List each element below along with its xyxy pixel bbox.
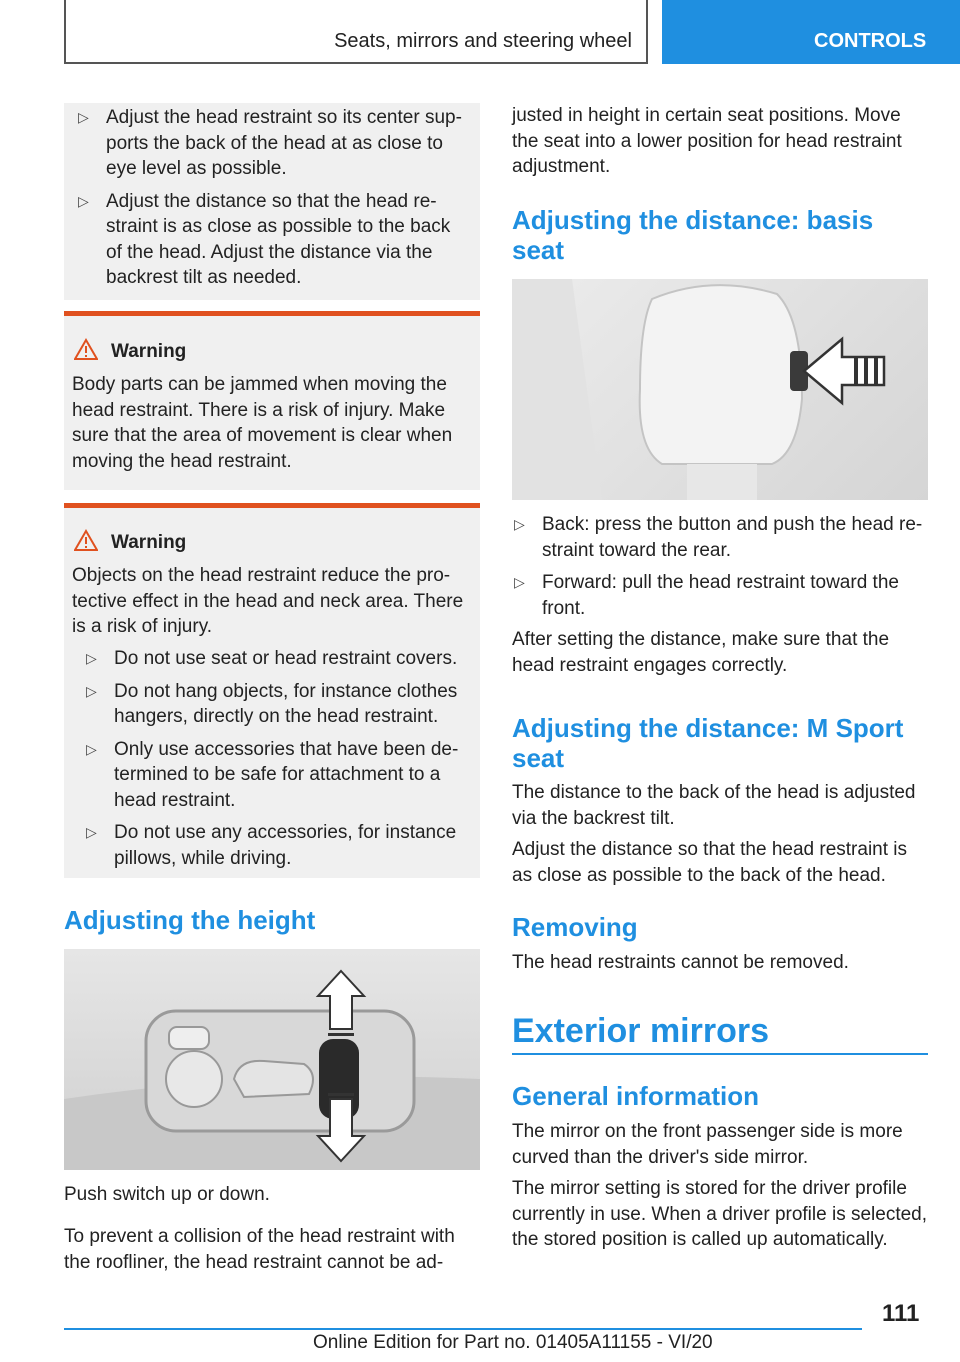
warning-text: Body parts can be jammed when moving the head restraint. There is a risk of injury. Make sure that the area of movement is clear when moving the head restraint. [72,374,453,472]
list-item: ▷ Do not use any accessories, for instance pillows, while driving. [86,822,457,869]
seat-switch-image [64,949,480,1170]
footer-rule [64,1328,862,1330]
triangle-bullet-icon: ▷ [78,109,89,125]
triangle-bullet-icon: ▷ [514,516,525,532]
paragraph: To prevent a collision of the head restraint with the roofliner, the head restraint cannot be ad- [64,1226,455,1273]
warning-title: Warning [111,341,187,362]
head-restraint-image [512,279,928,500]
header-chapter-title: CONTROLS [814,30,927,52]
page-number: 111 [882,1300,920,1327]
list-item: ▷ Do not use seat or head restraint covers. [72,646,476,672]
section-heading: Adjusting the distance: M Sport seat [512,713,904,773]
basis-list [500,512,928,621]
triangle-bullet-icon: ▷ [86,650,97,666]
triangle-bullet-icon: ▷ [86,682,97,699]
paragraph: The mirror on the front passenger side is more curved than the driver's side mirror. [512,1121,903,1168]
warning-list [72,646,476,871]
warning-text: Objects on the head restraint reduce the pro- tective effect in the head and neck area. There is a risk of injury. [72,565,464,637]
warning-bar [64,311,480,316]
section-heading: General information [512,1081,760,1111]
triangle-bullet-icon: ▷ [86,824,97,840]
header-chapter-tab [662,0,960,64]
paragraph: The distance to the back of the head is adjusted via the backrest tilt. [512,782,916,829]
warning-title: Warning [111,532,187,553]
triangle-bullet-icon: ▷ [78,192,89,209]
header-section-title: Seats, mirrors and steering wheel [334,30,632,52]
list-item: ▷ Forward: pull the head restraint toward the front. [514,572,899,619]
header-section-tab [64,0,648,64]
paragraph: After setting the distance, make sure that the head restraint engages correctly. [512,629,890,676]
warning-bar [64,503,480,508]
warning-triangle-icon [74,529,98,551]
list-item: ▷ Back: press the button and push the head re- straint toward the rear. [514,514,923,561]
list-item: ▷ Adjust the head restraint so its center sup- ports the back of the head at as close to eye level as possible. [78,107,462,179]
footer-edition: Online Edition for Part no. 01405A11155 - VI/20 [313,1332,713,1353]
paragraph: The mirror setting is stored for the driver profile currently in use. When a driver profile is selected, the stored position is called up automatically. [512,1178,928,1250]
list-item: ▷ Only use accessories that have been de- termined to be safe for attachment to a head restraint. [86,738,459,811]
paragraph: justed in height in certain seat positions. Move the seat into a lower position for head restraint adjustment. [512,105,902,177]
section-heading: Removing [512,912,638,942]
list-item: ▷ Do not hang objects, for instance clothes hangers, directly on the head restraint. [86,680,458,727]
list-item: ▷ Adjust the distance so that the head re- straint is as close as possible to the back of the head. Adjust the distance via the backrest tilt as needed. [78,190,451,288]
section-heading: Adjusting the distance: basis seat [512,205,874,265]
paragraph: Push switch up or down. [64,1184,270,1205]
chapter-heading: Exterior mirrors [512,1012,769,1050]
paragraph: Adjust the distance so that the head restraint is as close as possible to the back of the head. [512,839,908,886]
top-list [64,105,480,291]
triangle-bullet-icon: ▷ [514,574,525,590]
triangle-bullet-icon: ▷ [86,740,97,757]
warning-triangle-icon [74,338,98,360]
heading-rule [512,1053,928,1055]
paragraph: The head restraints cannot be removed. [512,952,849,973]
section-heading: Adjusting the height [64,905,316,935]
